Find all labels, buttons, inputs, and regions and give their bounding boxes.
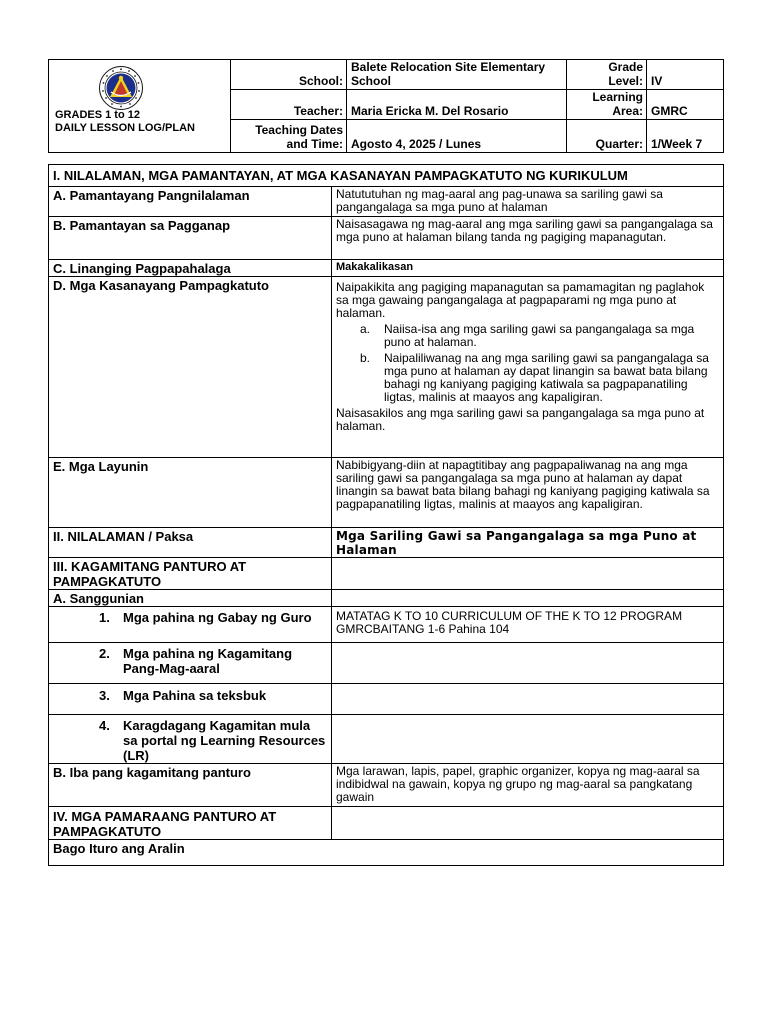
reference-number: 4. [99,718,110,733]
section3-empty-cell [332,558,724,590]
teaching-dates-value: Agosto 4, 2025 / Lunes [347,120,567,153]
grade-level-label [567,60,647,90]
grade-label-line2: Level: [608,74,643,88]
teaching-dates-label [231,120,347,153]
deped-seal-icon [99,66,143,110]
section4-title: IV. MGA PAMARAANG PANTURO AT PAMPAGKATUTO [49,807,332,840]
reference-row-label [49,607,332,643]
performance-standard-label: B. Pamantayan sa Pagganap [49,217,332,260]
reference-value [332,684,724,715]
reference-item [53,718,327,763]
content-standard-text: Natututuhan ng mag-aaral ang pag-unawa sa sariling gawi sa pangangalaga sa mga puno at halaman [332,187,724,217]
value-focus-text: Makakalikasan [332,260,724,277]
before-lesson-label: Bago Ituro ang Aralin [49,840,724,866]
school-value-line2: School [351,74,392,88]
other-materials-value: Mga larawan, lapis, papel, graphic organizer, kopya ng mag-aaral sa indibidwal na gawain, kopya ng grupo ng mag-aaral sa pangkatang gawain [332,764,724,807]
content-standard-label: A. Pamantayang Pangnilalaman [49,187,332,217]
reference-label: Karagdagang Kagamitan mula sa portal ng Learning Resources (LR) [123,718,326,763]
reference-label: Mga pahina ng Gabay ng Guro [123,610,312,625]
reference-item [53,646,327,676]
learning-competencies-cell [332,277,724,458]
grade-label-line1: Grade [608,60,643,74]
reference-row-label [49,684,332,715]
objectives-text: Nabibigyang-diin at napagtitibay ang pagpapaliwanag na ang mga sariling gawi sa pangangalaga sa mga puno at halaman ay dapat linangin sa bawat bata bilang bahagi ng kaniyang pagiging katiwala sa pagpapanatiling ligtas, malinis at maayos ang kapaligiran. [332,458,724,528]
header-table [48,59,724,153]
teacher-label: Teacher: [231,90,347,120]
dates-label-line1: Teaching Dates [255,123,343,137]
objectives-label: E. Mga Layunin [49,458,332,528]
logo-cell [49,60,231,153]
reference-item [53,610,327,625]
reference-row-label [49,715,332,764]
form-title [55,109,195,135]
reference-value [332,643,724,684]
learning-area-label [567,90,647,120]
competency-marker: b. [360,351,371,365]
quarter-value: 1/Week 7 [647,120,724,153]
topic-value: Mga Sariling Gawi sa Pangangalaga sa mga Puno at Halaman [332,528,724,558]
school-label: School: [231,60,347,90]
plan-text: DAILY LESSON LOG/PLAN [55,122,195,134]
competency-list [336,323,719,404]
quarter-label: Quarter: [567,120,647,153]
competency-item [336,323,719,349]
competency-marker: a. [360,322,371,336]
competency-outro: Naisasakilos ang mga sariling gawi sa pangangalaga sa mga puno at halaman. [336,406,705,433]
competency-item [336,352,719,404]
reference-number: 3. [99,688,110,703]
school-value-line1: Balete Relocation Site Elementary [351,60,546,74]
area-label-line2: Area: [612,104,643,118]
value-focus-label: C. Linanging Pagpapahalaga [49,260,332,277]
reference-number: 1. [99,610,110,625]
references-empty-cell [332,590,724,607]
dates-label-line2: and Time: [286,137,343,151]
topic-label: II. NILALAMAN / Paksa [49,528,332,558]
reference-value [332,715,724,764]
learning-competencies-label: D. Mga Kasanayang Pampagkatuto [49,277,332,458]
lesson-plan-table [48,164,724,866]
section1-title: I. NILALAMAN, MGA PAMANTAYAN, AT MGA KASANAYAN PAMPAGKATUTO NG KURIKULUM [49,165,724,187]
competency-text: Naiisa-isa ang mga sariling gawi sa pangangalaga sa mga puno at halaman. [384,322,695,349]
other-materials-label: B. Iba pang kagamitang panturo [49,764,332,807]
area-label-line1: Learning [592,90,643,104]
reference-number: 2. [99,646,110,661]
section3-title: III. KAGAMITANG PANTURO AT PAMPAGKATUTO [49,558,332,590]
reference-item [53,688,327,703]
learning-area-value: GMRC [647,90,724,120]
competency-intro: Naipakikita ang pagiging mapanagutan sa pamamagitan ng paglahok sa mga gawaing pangangalaga at pagpaparami ng mga puno at halaman. [336,280,705,320]
section4-empty-cell [332,807,724,840]
grade-level-value: IV [647,60,724,90]
reference-label: Mga Pahina sa teksbuk [123,688,267,703]
grades-text: GRADES 1 to 12 [55,109,140,121]
competency-text: Naipaliliwanag na ang mga sariling gawi sa pangangalaga sa mga puno at halaman ay dapat linangin sa bawat bata bilang bahagi ng kaniyang pagiging katiwala sa pagpapanatiling ligtas, malinis at maayos ang kapaligiran. [384,351,709,404]
teacher-value: Maria Ericka M. Del Rosario [347,90,567,120]
reference-value: MATATAG K TO 10 CURRICULUM OF THE K TO 12 PROGRAM GMRCBAITANG 1-6 Pahina 104 [332,607,724,643]
reference-label: Mga pahina ng Kagamitang Pang-Mag-aaral [123,646,293,676]
reference-row-label [49,643,332,684]
references-label: A. Sanggunian [49,590,332,607]
performance-standard-text: Naisasagawa ng mag-aaral ang mga sariling gawi sa pangangalaga sa mga puno at halaman bilang tanda ng pagiging mapanagutan. [332,217,724,260]
school-value [347,60,567,90]
